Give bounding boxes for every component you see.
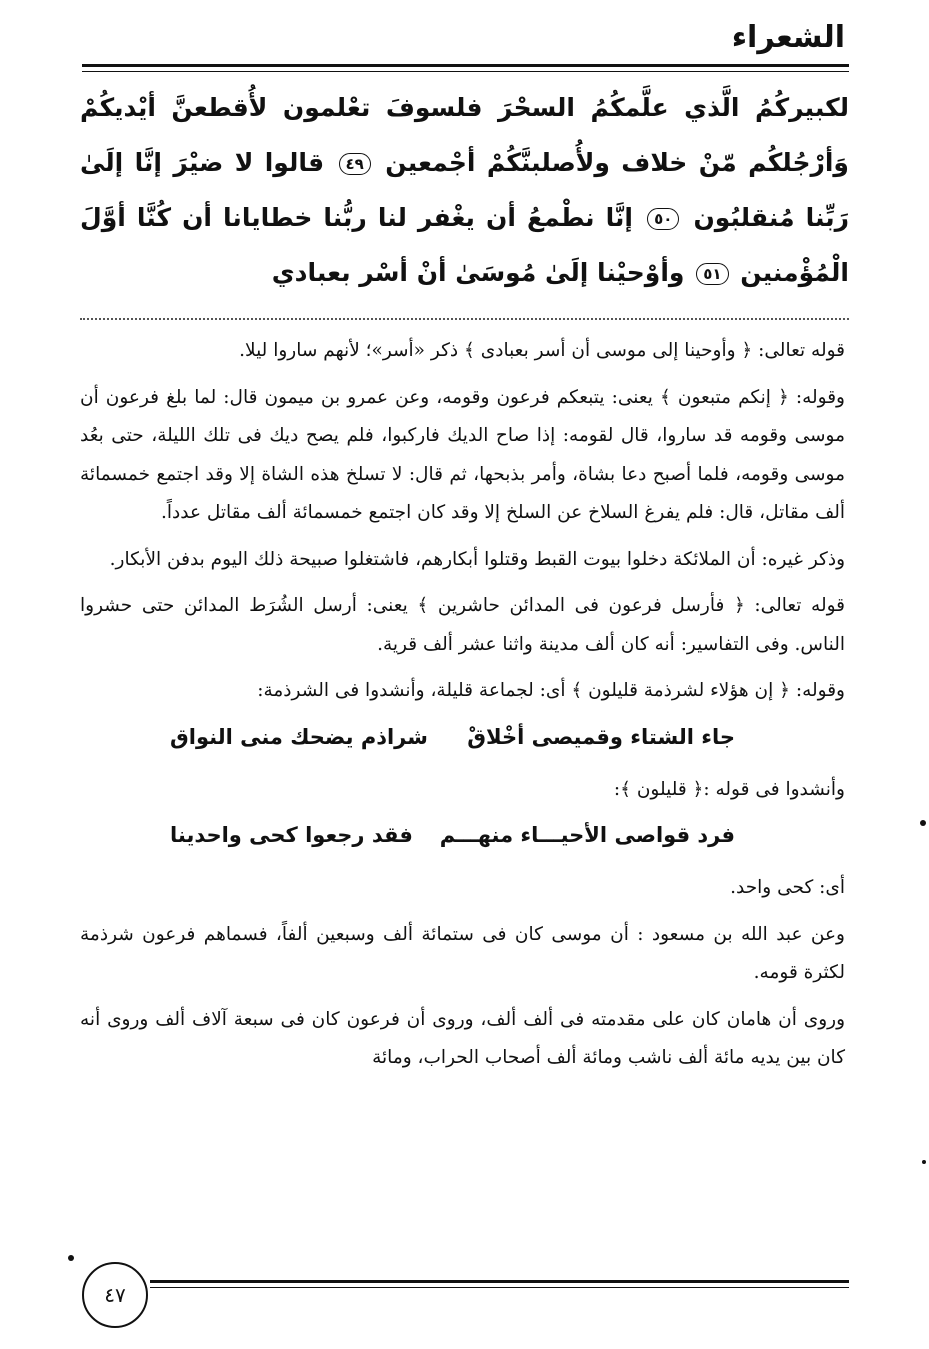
commentary-paragraph: وروى أن هامان كان على مقدمته فى ألف ألف، وروى أن فرعون كان فى سبعة آلاف ألف وروى أنه كان بين يديه مائة ألف ناشب ومائة ألف أصحاب الحراب، ومائة [80, 1008, 845, 1068]
header-rule-thin [82, 71, 849, 72]
quran-text-block [80, 80, 849, 300]
ayah-number-marker: ٥١ [696, 263, 728, 285]
commentary-paragraph: وقوله: ﴿ إنكم متبعون ﴾ يعنى: يتبعكم فرعون وقومه، وعن عمرو بن ميمون قال: لما بلغ فرعون أن موسى وقومه قد ساروا، قال لقومه: إذا صاح الديك فاركبوا، فلم يصح ديك فى تلك الليلة، حتى بعُد موسى وقومه، فلما أصبح دعا بشاة، وأمر بذبحها، ثم قال: لا تسلخ هذه الشاة إلا وقد اجتمع خمسمائة ألف مقاتل، قال: فلم يفرغ السلاخ عن السلخ إلا وقد كان اجتمع خمسمائة ألف مقاتل عدداً. [80, 386, 845, 523]
poetry-verse [170, 815, 735, 855]
verse-hemistich-second: شراذم يضحك منى النواق [170, 724, 428, 749]
commentary-paragraph: وقوله: ﴿ إن هؤلاء لشرذمة قليلون ﴾ أى: لجماعة قليلة، وأنشدوا فى الشرذمة: [257, 680, 845, 701]
commentary-block [80, 332, 845, 1086]
commentary-paragraph: وذكر غيره: أن الملائكة دخلوا بيوت القبط وقتلوا أبكارهم، فاشتغلوا صبيحة ذلك اليوم بدفن الأبكار. [109, 548, 845, 570]
quran-text-segment: وأوْحيْنا إلَىٰ مُوسَىٰ أنْ أسْر بعبادي [271, 258, 685, 287]
verse-hemistich-second: فقد رجعوا كحى واحدينا [170, 823, 413, 847]
scan-speck [68, 1255, 74, 1261]
commentary-paragraph: قوله تعالى: ﴿ فأرسل فرعون فى المدائن حاشرين ﴾ يعنى: أرسل الشُرَط المدائن حتى حشروا الناس. وفى التفاسير: أنه كان ألف مدينة واثنا عشر ألف قرية. [80, 595, 845, 655]
footer-rule-thick [150, 1280, 849, 1283]
quran-text-segment: قالوا لا ضيْرَ إنَّا إلَىٰ رَبِّنا مُنقلبُون [80, 148, 849, 232]
verse-hemistich-first: فرد قواصى الأحيـــاء منهـــم [439, 823, 735, 847]
scan-speck [922, 1160, 926, 1164]
commentary-paragraph: قوله تعالى: ﴿ وأوحينا إلى موسى أن أسر بعبادى ﴾ ذكر «أسر»؛ لأنهم ساروا ليلا. [239, 340, 845, 361]
commentary-paragraph: وأنشدوا فى قوله :﴿ قليلون ﴾: [613, 778, 845, 800]
verse-hemistich-first: جاء الشتاء وقميصى أخْلاقْ [467, 724, 735, 749]
page-number: ٤٧ [82, 1262, 148, 1328]
commentary-paragraph: وعن عبد الله بن مسعود : أن موسى كان فى ستمائة ألف وسبعين ألفاً، فسماهم فرعون شرذمة لكثرة قومه. [80, 923, 845, 983]
dotted-separator [80, 318, 849, 320]
surah-header: الشعراء [731, 20, 845, 55]
footer-rule-thin [150, 1287, 849, 1288]
ayah-number-marker: ٤٩ [339, 153, 371, 175]
ayah-number-marker: ٥٠ [647, 208, 679, 230]
quran-text-segment: لكبيركُمُ الَّذي علَّمكُمُ السحْرَ فلسوفَ تعْلمون لأُقطعنَّ أيْديكُمْ وَأرْجُلكُم مّنْ خلاف ولأُصلبنَّكُمْ أجْمعين [80, 93, 849, 177]
commentary-paragraph: أى: كحى واحد. [730, 877, 845, 898]
quran-text-segment: إنَّا نطْمعُ أن يغْفر لنا ربُّنا خطايانا أن كُنَّا أوَّلَ الْمُؤْمنين [80, 203, 849, 287]
poetry-verse [170, 717, 735, 757]
header-rule-thick [82, 64, 849, 67]
scan-speck [920, 820, 926, 826]
